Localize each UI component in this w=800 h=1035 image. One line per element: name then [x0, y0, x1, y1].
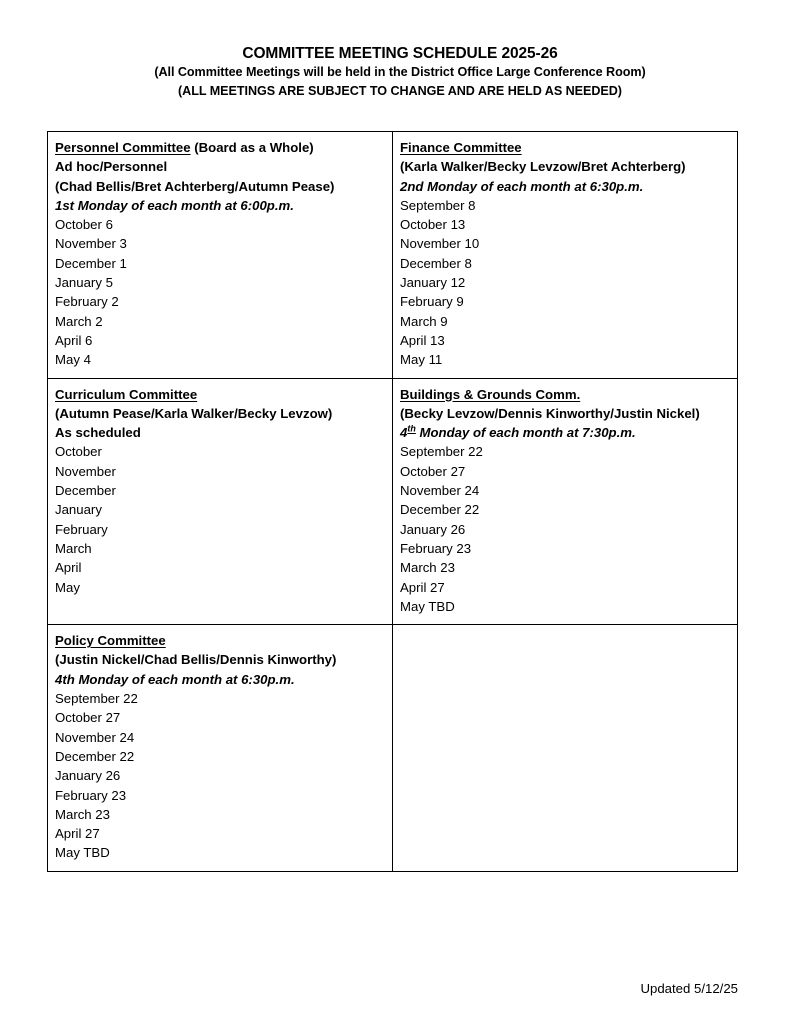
schedule-text: Monday of each month at 6:00p.m. [74, 197, 294, 213]
meeting-date: March 23 [55, 806, 110, 822]
updated-stamp: Updated 5/12/25 [640, 981, 738, 996]
committee-cell-curriculum [48, 378, 393, 625]
committee-title-text: Buildings & Grounds Comm. [400, 386, 581, 402]
meeting-date: December 1 [55, 255, 127, 271]
policy-committee-block [55, 631, 392, 863]
meeting-date: January 26 [400, 521, 466, 537]
meeting-date: March [55, 540, 92, 556]
committee-title [400, 138, 737, 157]
meeting-date: September 8 [400, 197, 476, 213]
meeting-date: December 8 [400, 255, 472, 271]
committee-title-text: Finance Committee [400, 140, 522, 155]
meeting-date: January 26 [55, 768, 121, 784]
schedule-ordinal: 4th [55, 671, 75, 687]
meeting-date: May 11 [400, 352, 443, 368]
committee-title [55, 138, 392, 157]
committee-members: (Chad Bellis/Bret Achterberg/Autumn Pease) [55, 178, 335, 194]
meeting-date: February 23 [55, 787, 127, 803]
committee-schedule-note [400, 423, 737, 442]
schedule-ordinal: 4 [400, 425, 408, 441]
meeting-date: January 5 [55, 275, 113, 291]
meeting-date: March 23 [400, 560, 455, 576]
schedule-text: Monday of each month at 6:30p.m. [74, 671, 295, 687]
schedule-ordinal: 2nd [400, 178, 424, 194]
committee-cell-finance [393, 132, 738, 379]
meeting-date: February 2 [55, 294, 119, 310]
committee-cell-empty [393, 625, 738, 872]
meeting-date: November 10 [400, 236, 480, 252]
meeting-date: April 27 [400, 579, 445, 595]
meeting-date: February 23 [400, 540, 472, 556]
meeting-date: January 12 [400, 275, 466, 291]
meeting-date: October 27 [55, 710, 121, 726]
committee-title-text: Policy Committee [55, 633, 166, 649]
meeting-date: October [55, 444, 102, 460]
meeting-date: December [55, 483, 116, 499]
committee-members: (Karla Walker/Becky Levzow/Bret Achterberg) [400, 159, 686, 175]
committee-cell-personnel [48, 132, 393, 379]
committee-subhead: Ad hoc/Personnel [55, 159, 168, 175]
meeting-date: November 24 [55, 729, 135, 745]
meeting-date: November [55, 463, 116, 479]
committee-schedule-note [55, 196, 392, 215]
meeting-date: February 9 [400, 294, 464, 310]
committee-schedule-note [55, 670, 392, 689]
document-header [0, 44, 800, 101]
header-subtitle-notice: (ALL MEETINGS ARE SUBJECT TO CHANGE AND ARE HELD AS NEEDED) [178, 84, 622, 98]
table-row [48, 132, 738, 379]
meeting-date: April 13 [400, 332, 445, 348]
page-title: COMMITTEE MEETING SCHEDULE 2025-26 [242, 45, 558, 62]
meeting-date: November 3 [55, 236, 127, 252]
schedule-text: Monday of each month at 6:30p.m. [423, 178, 644, 194]
committee-title-suffix: (Board as a Whole) [190, 140, 314, 155]
meeting-date: September 22 [55, 691, 138, 707]
committee-schedule-table [47, 131, 738, 872]
meeting-date: October 13 [400, 217, 466, 233]
committee-schedule-note [55, 423, 392, 442]
committee-title-text: Curriculum Committee [55, 386, 198, 402]
meeting-date: November 24 [400, 483, 480, 499]
committee-title [55, 385, 392, 404]
meeting-date: March 2 [55, 313, 103, 329]
meeting-date: February [55, 521, 108, 537]
meeting-date: December 22 [55, 748, 135, 764]
meeting-date: April 6 [55, 332, 93, 348]
committee-schedule-note [400, 177, 737, 196]
committee-title-text: Personnel Committee [55, 140, 191, 155]
committee-cell-policy [48, 625, 393, 872]
table-row [48, 378, 738, 625]
schedule-ordinal: As scheduled [55, 425, 141, 441]
committee-members: (Becky Levzow/Dennis Kinworthy/Justin Nickel) [400, 405, 700, 421]
curriculum-committee-block [55, 385, 392, 597]
table-row [48, 625, 738, 872]
table-body [48, 132, 738, 872]
meeting-date: January [55, 502, 102, 518]
meeting-date: October 27 [400, 463, 466, 479]
schedule-ordinal: 1st [55, 197, 75, 213]
meeting-date: April 27 [55, 826, 100, 842]
meeting-date: December 22 [400, 502, 480, 518]
meeting-date: May TBD [400, 598, 455, 614]
schedule-ordinal-suffix: th [407, 423, 416, 434]
meeting-date: September 22 [400, 444, 483, 460]
buildings-grounds-committee-block [400, 385, 737, 617]
committee-members: (Autumn Pease/Karla Walker/Becky Levzow) [55, 405, 333, 421]
meeting-date: April [55, 560, 82, 576]
meeting-date: October 6 [55, 217, 113, 233]
committee-title [400, 385, 737, 404]
meeting-date: May [55, 579, 80, 595]
committee-title [55, 631, 392, 650]
meeting-date: March 9 [400, 313, 448, 329]
meeting-date: May 4 [55, 352, 91, 368]
header-subtitle-location: (All Committee Meetings will be held in the District Office Large Conference Room) [154, 65, 646, 79]
committee-members: (Justin Nickel/Chad Bellis/Dennis Kinworthy) [55, 652, 337, 668]
committee-cell-buildings-grounds [393, 378, 738, 625]
personnel-committee-block [55, 138, 392, 370]
meeting-date: May TBD [55, 845, 110, 861]
finance-committee-block [400, 138, 737, 370]
schedule-text: Monday of each month at 7:30p.m. [415, 425, 636, 441]
